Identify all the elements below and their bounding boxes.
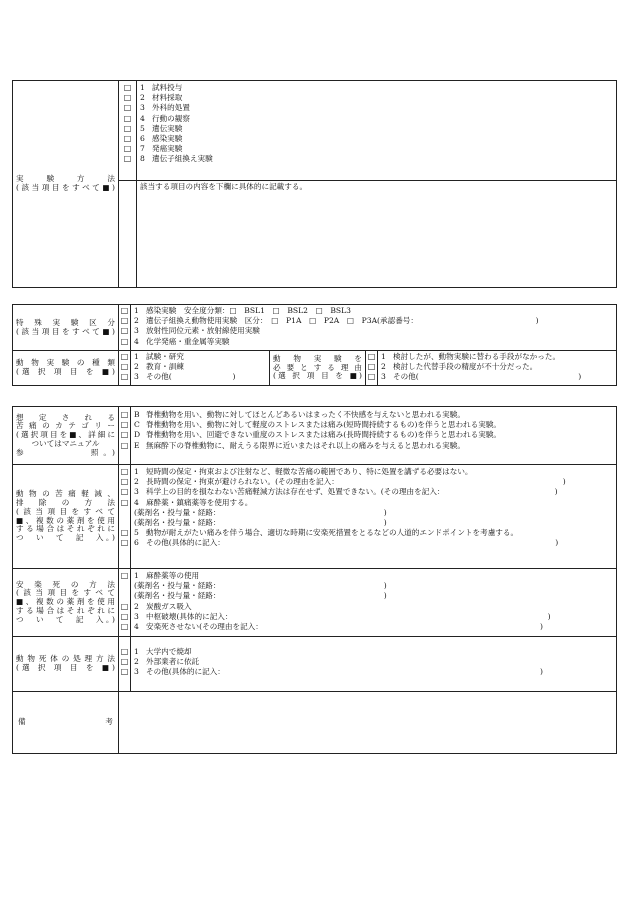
special-checkbox-column	[119, 305, 131, 351]
item-number: 1	[134, 647, 139, 656]
method-checkbox[interactable]: □	[123, 103, 132, 113]
checkbox-spacer	[119, 581, 130, 591]
pain-category-items	[131, 407, 617, 465]
item-number: 4	[134, 336, 139, 346]
item-number: 1	[134, 467, 139, 476]
pain-relief-label-line: つ い て 記 入。)	[16, 532, 115, 542]
item-number: 2	[134, 657, 139, 667]
item-text: 教育・訓練	[146, 362, 184, 372]
method-table	[12, 80, 617, 288]
method-label-line: 実 験 方 法	[16, 174, 115, 184]
item-number: 4	[134, 497, 139, 507]
list-item	[140, 144, 613, 154]
method-checkbox[interactable]: □	[123, 123, 132, 133]
item-number: 6	[140, 133, 145, 143]
euthanasia-label-line: 安 楽 死 の 方 法	[16, 579, 115, 589]
item-number: 1	[134, 571, 139, 580]
list-item	[134, 316, 613, 326]
list-item	[134, 657, 613, 667]
list-item	[140, 83, 613, 93]
item-text: 脊椎動物を用い、動物に対して軽度のストレスまたは痛み(短時間持続するもの)を伴うと思われる実験。	[146, 420, 502, 430]
item-number: 2	[134, 477, 139, 487]
method-description-field[interactable]	[137, 181, 617, 288]
euthanasia-label-line: ■、複数の薬剤を使用	[16, 597, 115, 607]
pain-relief-checkbox[interactable]: □	[120, 528, 129, 538]
item-text: その他(具体的に記入： )	[146, 667, 543, 677]
pain-relief-checkbox[interactable]: □	[120, 467, 129, 476]
method-checkbox[interactable]: □	[123, 144, 132, 154]
item-number: E	[134, 440, 140, 450]
pain-category-label-line: ついてはマニュアル	[31, 438, 100, 448]
special-table	[12, 304, 617, 386]
pain-category-label-line: 参 照。)	[16, 447, 115, 457]
item-text: 短時間の保定・拘束および注射など、軽微な苦痛の範囲であり、特に処置を講ずる必要はない。	[146, 467, 473, 476]
euthanasia-checkbox[interactable]: □	[120, 601, 129, 611]
list-item	[134, 467, 613, 477]
pain-category-checkbox[interactable]: □	[120, 430, 129, 440]
euthanasia-checkbox[interactable]: □	[120, 621, 129, 631]
drug-entry-field[interactable]	[134, 518, 613, 528]
list-item	[134, 326, 613, 336]
item-number: 7	[140, 144, 145, 154]
item-number: C	[134, 420, 140, 430]
item-text: 試験・研究	[146, 352, 184, 361]
pain-relief-label-line: する場合はそれぞれに	[16, 524, 115, 534]
list-item	[381, 352, 613, 362]
method-label	[13, 81, 119, 288]
reason-checkbox[interactable]: □	[367, 362, 376, 372]
disposal-checkbox[interactable]: □	[120, 647, 129, 656]
list-item	[134, 612, 613, 622]
list-item	[140, 93, 613, 103]
list-item	[134, 372, 266, 382]
method-checkbox[interactable]: □	[123, 113, 132, 123]
checkbox-spacer	[119, 591, 130, 601]
item-text: 脊椎動物を用い、動物に対してほとんどあるいはまったく不快感を与えないと思われる実験。	[146, 410, 465, 419]
drug-entry-field[interactable]	[134, 591, 613, 601]
list-item	[134, 477, 613, 487]
pain-category-label	[13, 407, 119, 465]
animal-type-checkbox[interactable]: □	[120, 362, 129, 372]
special-checkbox[interactable]: □	[120, 336, 129, 346]
item-text: 化学発癌・重金属等実験	[146, 336, 230, 346]
remarks-label	[13, 692, 119, 754]
animal-type-checkbox[interactable]: □	[120, 352, 129, 361]
reason-checkbox-column	[366, 351, 378, 386]
item-number: 1	[140, 83, 145, 92]
special-checkbox[interactable]: □	[120, 326, 129, 336]
item-number: 3	[134, 372, 139, 382]
pain-relief-checkbox[interactable]: □	[120, 487, 129, 497]
animal-type-items	[131, 351, 270, 386]
item-number: 3	[134, 487, 139, 497]
item-text: (薬剤名・投与量・経路： )	[134, 581, 387, 591]
item-text: 試料投与	[152, 83, 183, 92]
reason-label	[270, 351, 366, 386]
list-item	[134, 410, 613, 420]
list-item	[140, 124, 613, 134]
method-checkbox[interactable]: □	[123, 93, 132, 103]
disposal-label	[13, 637, 119, 692]
pain-category-label-line: 苦 痛 の カ テ ゴ リ ー	[16, 421, 115, 431]
pain-relief-checkbox-column	[119, 465, 131, 569]
item-text: 外科的処置	[152, 103, 190, 113]
pain-category-checkbox[interactable]: □	[120, 440, 129, 450]
item-text: 感染実験	[152, 133, 183, 143]
item-number: 2	[134, 316, 139, 326]
item-text: (薬剤名・投与量・経路： )	[134, 591, 387, 601]
euthanasia-label-line: する場合はそれぞれに	[16, 605, 115, 615]
item-text: 麻酔薬・鎮痛薬等を使用する。	[146, 497, 253, 507]
item-text: 放射性同位元素・放射線使用実験	[146, 326, 260, 336]
item-text: 行動の観察	[152, 113, 190, 123]
item-text: 遺伝実験	[152, 123, 183, 133]
item-text: (薬剤名・投与量・経路： )	[134, 507, 387, 517]
item-text: 動物が耐えがたい痛みを伴う場合、適切な時期に安楽死措置をとるなどの人道的エンドポイントを考慮する。	[146, 528, 519, 538]
item-number: 1	[134, 352, 139, 361]
item-number: 3	[140, 103, 145, 113]
list-item	[134, 571, 613, 581]
method-checkbox[interactable]: □	[123, 154, 132, 164]
item-number: 2	[134, 601, 139, 611]
item-number: 6	[134, 538, 139, 548]
animal-type-label-line: (選 択 項 目 を ■)	[16, 367, 115, 376]
list-item	[134, 622, 613, 632]
pain-category-checkbox[interactable]: □	[120, 420, 129, 430]
special-checkbox[interactable]: □	[120, 316, 129, 326]
disposal-label-line: 動物死体の処理方法	[16, 654, 115, 664]
item-text: 安楽死させない(その理由を記入： )	[146, 621, 543, 631]
list-item	[134, 441, 613, 451]
list-item	[134, 498, 613, 508]
special-label-line: 特 殊 実 験 区 分	[16, 317, 115, 327]
remarks-label-right: 考	[105, 717, 113, 727]
list-item	[134, 538, 613, 548]
item-number: 3	[134, 326, 139, 336]
euthanasia-label	[13, 569, 119, 637]
animal-type-checkbox-column	[119, 351, 131, 386]
checkbox-spacer	[119, 508, 130, 518]
pain-relief-items	[131, 465, 617, 569]
item-number: 3	[134, 611, 139, 621]
pain-category-label-line: (選択項目を■、詳細に	[16, 430, 115, 440]
list-item	[140, 134, 613, 144]
list-item	[381, 362, 613, 372]
item-number: 5	[134, 528, 139, 538]
item-number: 5	[140, 123, 145, 133]
item-number: D	[134, 430, 141, 440]
reason-checkbox[interactable]: □	[367, 372, 376, 382]
reason-label-line: (選 択 項 目 を ■)	[273, 371, 362, 381]
special-checkbox[interactable]: □	[120, 306, 129, 315]
item-text: 科学上の目的を損なわない苦痛軽減方法は存在せず、処置できない。(その理由を記入： )	[146, 487, 558, 497]
pain-table	[12, 406, 617, 754]
pain-relief-label-line: ■、複数の薬剤を使用	[16, 515, 115, 525]
item-text: その他( )	[393, 372, 582, 382]
disposal-checkbox[interactable]: □	[120, 657, 129, 667]
pain-category-label-line: 想 定 さ れ る	[16, 412, 115, 422]
list-item	[134, 487, 613, 497]
list-item	[134, 602, 613, 612]
item-number: 4	[140, 113, 145, 123]
animal-type-label	[13, 351, 119, 386]
list-item	[134, 420, 613, 430]
item-number: 8	[140, 154, 145, 164]
item-text: 大学内で焼却	[146, 647, 192, 656]
item-text: 検討した代替手段の精度が不十分だった。	[393, 362, 538, 372]
method-label-line: (該当項目をすべて■)	[16, 183, 115, 192]
item-text: 脊椎動物を用い、回避できない重度のストレスまたは痛み(長時間持続するもの)を伴うと思われる実験。	[146, 430, 502, 440]
euthanasia-label-line: つ い て 記 入。)	[16, 614, 115, 624]
reason-items	[378, 351, 617, 386]
method-blank-cell	[119, 181, 137, 288]
pain-relief-checkbox[interactable]: □	[120, 477, 129, 487]
pain-relief-checkbox[interactable]: □	[120, 538, 129, 548]
item-text: その他(具体的に記入： )	[146, 538, 559, 548]
list-item	[134, 362, 266, 372]
disposal-checkbox-column	[119, 637, 131, 692]
euthanasia-checkbox[interactable]: □	[120, 571, 129, 580]
item-text: 炭酸ガス吸入	[146, 601, 192, 611]
euthanasia-checkbox-column	[119, 569, 131, 637]
item-number: 3	[134, 667, 139, 677]
animal-type-label-line: 動 物 実 験 の 種 類	[16, 358, 115, 368]
list-item	[134, 647, 613, 657]
item-number: 2	[381, 362, 386, 372]
special-label-line: (該当項目をすべて■)	[16, 326, 115, 336]
item-number: 2	[140, 93, 145, 103]
item-text: 発癌実験	[152, 144, 183, 154]
disposal-checkbox[interactable]: □	[120, 667, 129, 677]
pain-category-checkbox-column	[119, 407, 131, 465]
pain-relief-label-line: 排 除 の 方 法	[16, 498, 115, 508]
list-item	[134, 306, 613, 316]
euthanasia-checkbox[interactable]: □	[120, 611, 129, 621]
remarks-field[interactable]	[119, 692, 617, 754]
item-number: 4	[134, 621, 139, 631]
list-item	[140, 154, 613, 164]
item-text: その他( )	[146, 372, 236, 382]
reason-label-line: 必 要 と す る 理 由	[273, 362, 362, 372]
item-text: 無麻酔下の脊椎動物に、耐えうる限界に近いまたはそれ以上の痛みを与えると思われる実験。	[146, 440, 465, 450]
item-text: 外部業者に依託	[146, 657, 200, 667]
method-checkbox[interactable]: □	[123, 133, 132, 143]
euthanasia-items	[131, 569, 617, 637]
euthanasia-label-line: (該当項目をすべて	[16, 588, 115, 598]
item-text: 中枢破壊(具体的に記入： )	[146, 611, 551, 621]
method-note: 該当する項目の内容を下欄に具体的に記載する。	[140, 182, 308, 191]
pain-relief-label-line: 動物の苦痛軽減、	[16, 489, 115, 499]
item-number: 2	[134, 362, 139, 372]
list-item	[140, 103, 613, 113]
list-item	[140, 114, 613, 124]
method-items	[137, 81, 617, 181]
item-number: 1	[134, 306, 139, 315]
special-items	[131, 305, 617, 351]
item-text: 遺伝子組換え実験	[152, 154, 213, 164]
pain-category-checkbox[interactable]: □	[120, 410, 129, 419]
item-text: 麻酔薬等の使用	[146, 571, 200, 580]
list-item	[134, 667, 613, 677]
method-checkbox-column	[119, 81, 137, 181]
checkbox-spacer	[119, 518, 130, 528]
remarks-label-left: 備	[18, 717, 26, 727]
list-item	[134, 352, 266, 362]
pain-relief-checkbox[interactable]: □	[120, 497, 129, 507]
item-text: 感染実験 安全度分類：□ BSL1 □ BSL2 □ BSL3	[146, 306, 351, 315]
drug-entry-field[interactable]	[134, 508, 613, 518]
list-item	[134, 337, 613, 347]
list-item	[381, 372, 613, 382]
item-text: 材料採取	[152, 93, 183, 103]
item-text: 長時間の保定・拘束が避けられない。(その理由を記入： )	[146, 477, 566, 487]
item-text: 遺伝子組換え動物使用実験 区分： □ P1A □ P2A □ P3A(承認番号： )	[146, 316, 539, 326]
special-label	[13, 305, 119, 351]
item-number: 1	[381, 352, 386, 361]
list-item	[134, 528, 613, 538]
method-checkbox[interactable]: □	[123, 83, 132, 92]
disposal-items	[131, 637, 617, 692]
item-text: (薬剤名・投与量・経路： )	[134, 517, 387, 527]
item-number: B	[134, 410, 140, 419]
reason-checkbox[interactable]: □	[367, 352, 376, 361]
reason-label-line: 動 物 実 験 を	[273, 353, 362, 363]
pain-relief-label	[13, 465, 119, 569]
list-item	[134, 430, 613, 440]
drug-entry-field[interactable]	[134, 581, 613, 591]
item-text: 検討したが、動物実験に替わる手段がなかった。	[393, 352, 561, 361]
animal-type-checkbox[interactable]: □	[120, 372, 129, 382]
pain-relief-label-line: (該当項目をすべて	[16, 506, 115, 516]
item-number: 3	[381, 372, 386, 382]
disposal-label-line: (選 択 項 目 を ■)	[16, 663, 115, 672]
